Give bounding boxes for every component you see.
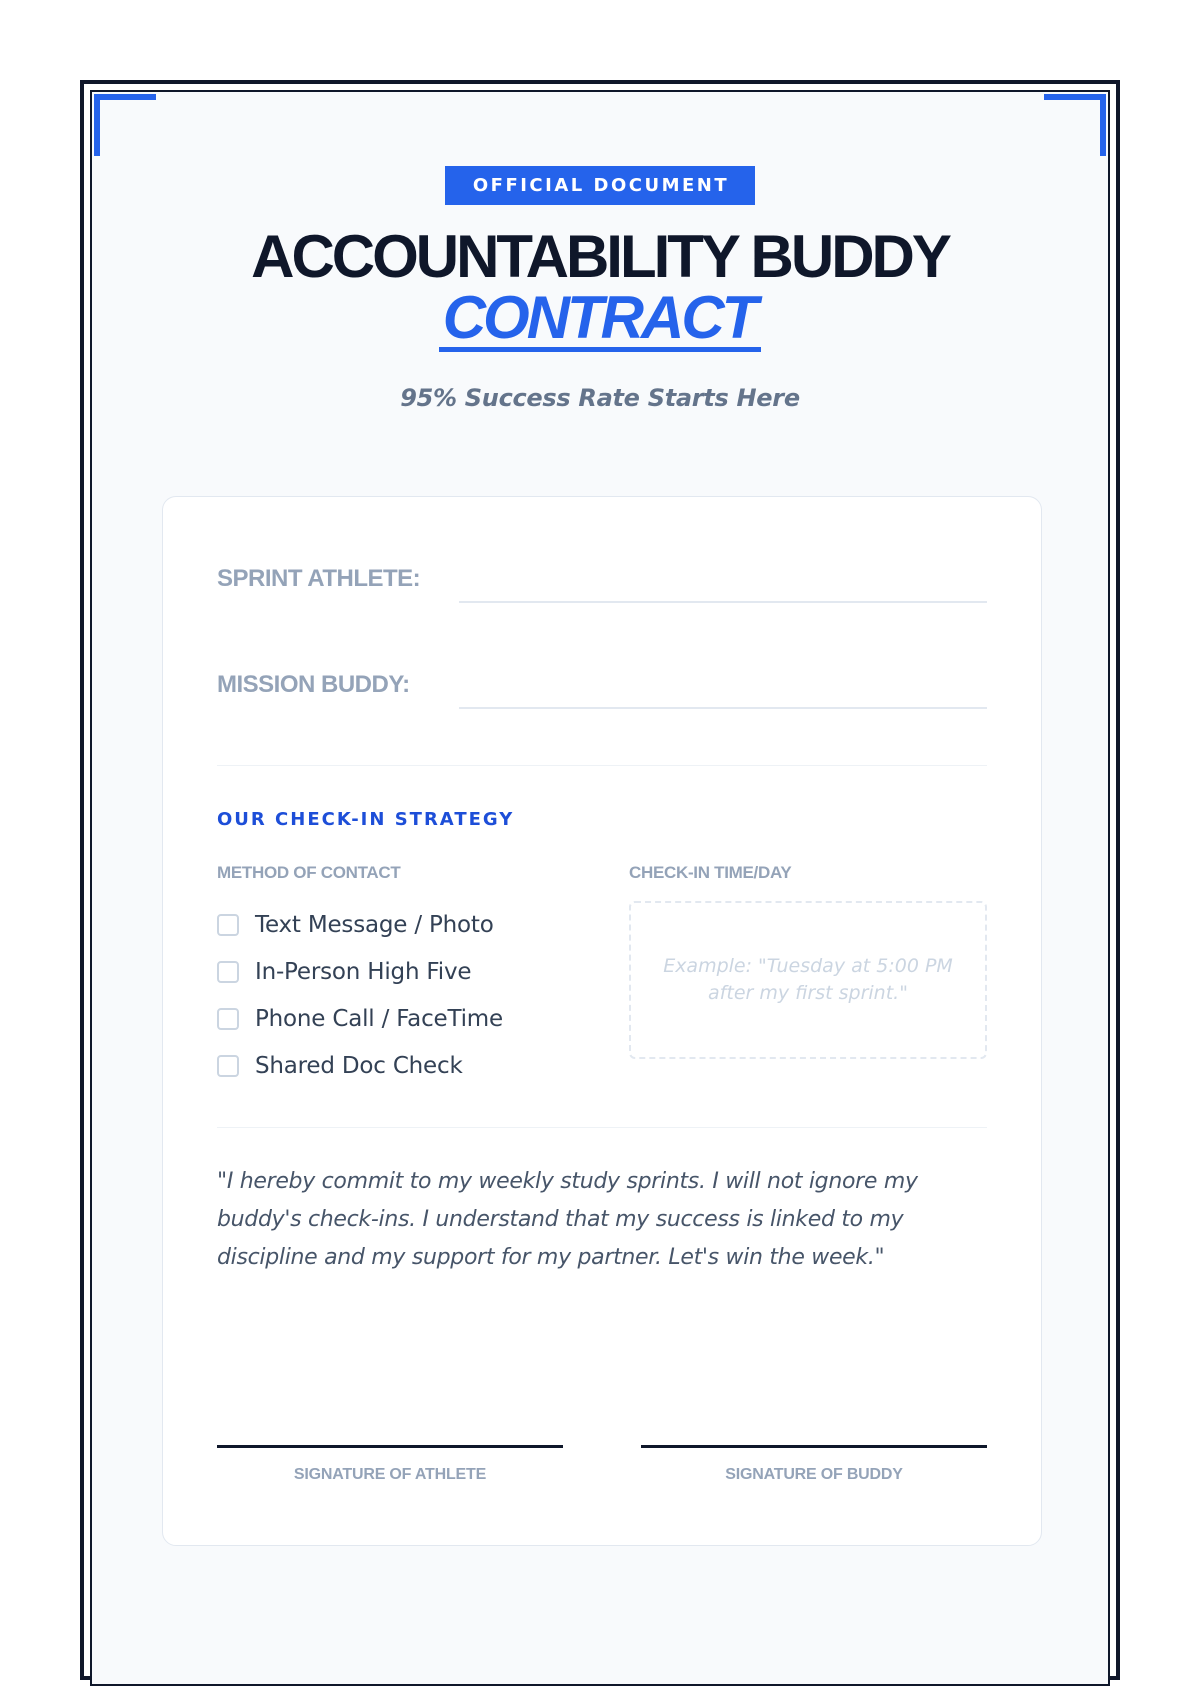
contact-method-options <box>217 901 503 1089</box>
check-in-time-input[interactable] <box>629 901 987 1059</box>
checkbox[interactable] <box>217 1055 239 1077</box>
page-title: ACCOUNTABILITY BUDDY <box>251 223 949 290</box>
page-subtitle: 95% Success Rate Starts Here <box>400 384 800 412</box>
corner-accent-top-right <box>1044 94 1106 156</box>
section-divider <box>217 765 987 766</box>
official-document-badge: OFFICIAL DOCUMENT <box>445 166 755 205</box>
option-label: Phone Call / FaceTime <box>255 1005 503 1032</box>
strategy-section-title: OUR CHECK-IN STRATEGY <box>217 809 515 830</box>
option-label: Shared Doc Check <box>255 1052 463 1079</box>
contract-card <box>162 496 1042 1546</box>
contract-inner-border <box>90 90 1110 1686</box>
section-divider <box>217 1127 987 1128</box>
athlete-signature-label: SIGNATURE OF ATHLETE <box>293 1466 487 1483</box>
checkbox[interactable] <box>217 914 239 936</box>
option-in-person[interactable] <box>217 948 503 995</box>
athlete-label: SPRINT ATHLETE: <box>217 565 421 592</box>
check-in-time-label: CHECK-IN TIME/DAY <box>629 863 792 882</box>
checkbox[interactable] <box>217 1008 239 1030</box>
contract-page <box>80 80 1120 1680</box>
method-of-contact-label: METHOD OF CONTACT <box>217 863 401 882</box>
option-label: In-Person High Five <box>255 958 472 985</box>
checkbox[interactable] <box>217 961 239 983</box>
option-label: Text Message / Photo <box>255 911 494 938</box>
buddy-field-row <box>217 671 987 711</box>
athlete-signature-line[interactable] <box>217 1445 563 1484</box>
athlete-field-row <box>217 565 987 605</box>
buddy-signature-line[interactable] <box>641 1445 987 1484</box>
buddy-name-field[interactable] <box>459 707 987 709</box>
option-phone-call[interactable] <box>217 995 503 1042</box>
buddy-signature-label: SIGNATURE OF BUDDY <box>725 1466 903 1483</box>
page-title-contract: CONTRACT <box>439 289 762 352</box>
option-shared-doc[interactable] <box>217 1042 503 1089</box>
option-text-message[interactable] <box>217 901 503 948</box>
athlete-name-field[interactable] <box>459 601 987 603</box>
buddy-label: MISSION BUDDY: <box>217 671 410 698</box>
check-in-time-placeholder: Example: "Tuesday at 5:00 PM after my first sprint." <box>663 955 953 1004</box>
contract-header <box>92 166 1108 412</box>
corner-accent-top-left <box>94 94 156 156</box>
commitment-pledge: "I hereby commit to my weekly study sprints. I will not ignore my buddy's check-ins. I understand that my success is linked to my discipline and my support for my partner. Let's win the week." <box>217 1169 918 1270</box>
